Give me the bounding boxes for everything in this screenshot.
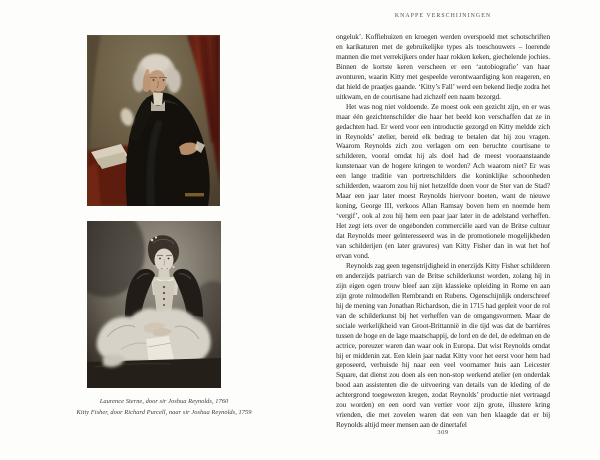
sterne-portrait-illustration xyxy=(87,35,220,206)
body-text xyxy=(336,32,550,430)
kitty-fisher-print-illustration xyxy=(87,221,221,388)
caption-kitty-fisher: Kitty Fisher, door Richard Purcell, naar sir Joshua Reynolds, 1759 xyxy=(76,409,252,416)
caption-laurence-sterne: Laurence Sterne, door sir Joshua Reynolds, 1760 xyxy=(99,398,229,405)
portrait-inscription xyxy=(185,193,204,196)
running-header: KNAPPE VERSCHIJNINGEN xyxy=(394,13,492,19)
figure-captions xyxy=(29,396,299,418)
kitty-fisher-print-image xyxy=(87,221,221,388)
paragraph-2: Het was nog niet voldoende. Ze moest ook een gezicht zijn, en er was maar één gezichtenschilder die haar het beeld kon verschaffen dat ze in gedachten had. Er werd voor een introductie gezorgd en Kitty meldde zich in Reynolds’ atelier, bereid elk bedrag te betalen dat hij zou vragen. Waarom Reynolds zich zou verlagen om een beruchte courtisane te schilderen, vooral omdat hij als doel had de meest vooraanstaande kunstenaar van de hogere kringen te worden? Ach waarom niet? Er was een lange traditie van portretschilders die koninklijke schoonheden schilderden, waarom zou hij niet hetzelfde doen voor de Ster van de Stad? Maar een jaar later moest Reynolds hiervoor boeten, want de nieuwe koning, George III, verkoos Allan Ramsay boven hem en noemde hem ‘vergif’, ook al zou hij hem een paar jaar later in de adelstand verheffen. Het zegt iets over de ongebonden commerciële aard van de Britse cultuur dat Reynolds meer geïnteresseerd was in de promotionele mogelijkheden van schilderijen (en later gravures) van Kitty Fisher dan in wat het hof ervan vond. xyxy=(336,101,550,260)
paragraph-1: ongeluk’. Koffiehuizen en kroegen werden overspoeld met schotschriften en karikaturen met de gebruikelijke types als toeschouwers – loerende mannen die met verrekijkers onder haar rokken keken, giechelende jochies. Binnen de kortste keren verscheen er een ‘autobiografie’ van haar avonturen, waarin Kitty met gespeelde verontwaardiging kon reageren, en dat hield de praatjes gaande. ‘Kitty’s Fall’ werd een bekend liedje zodra het uitkwam, en de courtisane had zichzelf een naam bezorgd. xyxy=(336,32,550,101)
page-number: 309 xyxy=(437,429,449,436)
paragraph-3: Reynolds zag geen tegenstrijdigheid in enerzijds Kitty Fisher schilderen en anderzijds patriarch van de Britse schilderkunst worden, zolang hij in zijn eigen ogen trouw bleef aan zijn klassieke opleiding in Rome en aan zijn grote rolmodellen Rembrandt en Rubens. Ogenschijnlijk onderschreef hij de mening van Jonathan Richardson, die in 1715 had gepleit voor de rol van de schilderkunst bij het verheffen van de omgangsvormen. Maar de sociale werkelijkheid van Groot-Brittannië in die tijd was dat de barrières tussen de hoge en de lage maatschappij, de lord en de del, de edelman en de actrice, poreuzer waren dan waar ook in Europa. Dat wist Reynolds omdat hij er middenin zat. Een klein jaar nadat Kitty voor het eerst voor hem had geposeerd, verhuisde hij naar een veel voornamer huis aan Leicester Square, dat dienst zou doen als een non-stop werkend atelier (en onderdak bood aan assistenten die de uitvoering van details van de kleding of de achtergrond toegewezen kregen, zodat Reynolds’ productie niet vertraagd zou worden) en een oord van vertier voor zijn grote, illustere kring vrienden, die met zovelen waren dat een van hen klaagde dat er bij Reynolds altijd meer mensen aan de dinertafel xyxy=(336,260,550,430)
sterne-portrait-image xyxy=(87,35,220,206)
